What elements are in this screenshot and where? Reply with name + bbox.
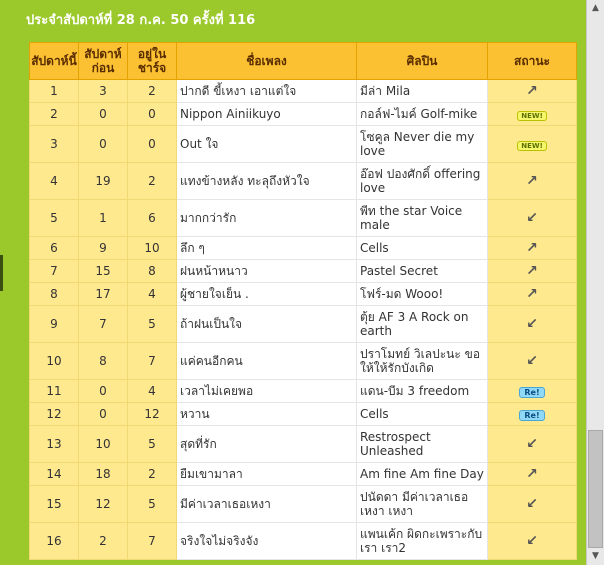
prev-rank-cell: 0 — [79, 380, 128, 403]
song-chart-table — [29, 42, 577, 560]
col-last-week: สัปดาห์ก่อน — [79, 43, 128, 80]
table-row — [30, 523, 577, 560]
status-cell — [488, 306, 577, 343]
artist-cell: ตุ้ย AF 3 A Rock on earth — [357, 306, 488, 343]
table-row — [30, 260, 577, 283]
artist-cell: อ๊อฟ ปองศักดิ์ offering love — [357, 163, 488, 200]
left-edge-marker — [0, 255, 3, 291]
weeks-cell: 5 — [128, 426, 177, 463]
table-row — [30, 486, 577, 523]
col-artist: ศิลปิน — [357, 43, 488, 80]
song-cell: ลึก ๆ — [177, 237, 357, 260]
song-cell: Out ใจ — [177, 126, 357, 163]
rank-cell: 2 — [30, 103, 79, 126]
status-cell — [488, 283, 577, 306]
weeks-cell: 0 — [128, 126, 177, 163]
song-cell: มากกว่ารัก — [177, 200, 357, 237]
table-header-row — [30, 43, 577, 80]
artist-cell: Cells — [357, 403, 488, 426]
song-cell: ถ้าฝนเป็นใจ — [177, 306, 357, 343]
rank-cell: 11 — [30, 380, 79, 403]
status-cell — [488, 260, 577, 283]
table-row — [30, 403, 577, 426]
artist-cell: พีท the star Voice male — [357, 200, 488, 237]
weeks-cell: 2 — [128, 80, 177, 103]
song-cell: หวาน — [177, 403, 357, 426]
song-cell: จริงใจไม่จริงจัง — [177, 523, 357, 560]
new-badge: NEW! — [517, 141, 547, 151]
artist-cell: แพนเค้ก ผิดกะเพราะกับเรา เรา2 — [357, 523, 488, 560]
artist-cell: มีล่า Mila — [357, 80, 488, 103]
prev-rank-cell: 9 — [79, 237, 128, 260]
table-row — [30, 163, 577, 200]
re-entry-badge: Re! — [519, 410, 544, 421]
arrow-up-right-icon: ↗ — [526, 286, 538, 302]
re-entry-badge: Re! — [519, 387, 544, 398]
artist-cell: ปราโมทย์ วิเลปะนะ ขอให้ให้รักบังเกิด — [357, 343, 488, 380]
rank-cell: 10 — [30, 343, 79, 380]
artist-cell: ปนัดดา มีค่าเวลาเธอเหงา เหงา — [357, 486, 488, 523]
prev-rank-cell: 15 — [79, 260, 128, 283]
rank-cell: 12 — [30, 403, 79, 426]
rank-cell: 5 — [30, 200, 79, 237]
status-cell — [488, 426, 577, 463]
artist-cell: Cells — [357, 237, 488, 260]
weeks-cell: 12 — [128, 403, 177, 426]
song-cell: แทงข้างหลัง ทะลุถึงหัวใจ — [177, 163, 357, 200]
scroll-down-arrow-icon[interactable]: ▼ — [587, 548, 604, 565]
prev-rank-cell: 0 — [79, 403, 128, 426]
song-cell: เวลาไม่เคยพอ — [177, 380, 357, 403]
arrow-up-right-icon: ↗ — [526, 240, 538, 256]
table-row — [30, 306, 577, 343]
table-row — [30, 380, 577, 403]
rank-cell: 1 — [30, 80, 79, 103]
status-cell — [488, 80, 577, 103]
arrow-down-left-icon: ↙ — [526, 316, 538, 332]
song-cell: ปากดี ขี้เหงา เอาแต่ใจ — [177, 80, 357, 103]
table-row — [30, 237, 577, 260]
prev-rank-cell: 12 — [79, 486, 128, 523]
status-cell — [488, 343, 577, 380]
artist-cell: Am fine Am fine Day — [357, 463, 488, 486]
rank-cell: 8 — [30, 283, 79, 306]
col-song: ชื่อเพลง — [177, 43, 357, 80]
rank-cell: 7 — [30, 260, 79, 283]
prev-rank-cell: 1 — [79, 200, 128, 237]
arrow-up-right-icon: ↗ — [526, 263, 538, 279]
rank-cell: 14 — [30, 463, 79, 486]
status-cell — [488, 380, 577, 403]
prev-rank-cell: 2 — [79, 523, 128, 560]
table-row — [30, 343, 577, 380]
song-cell: แค่คนอีกคน — [177, 343, 357, 380]
prev-rank-cell: 0 — [79, 126, 128, 163]
prev-rank-cell: 0 — [79, 103, 128, 126]
scroll-up-arrow-icon[interactable]: ▲ — [587, 0, 604, 17]
table-row — [30, 426, 577, 463]
artist-cell: Restrospect Unleashed — [357, 426, 488, 463]
status-cell — [488, 200, 577, 237]
rank-cell: 4 — [30, 163, 79, 200]
status-cell — [488, 523, 577, 560]
rank-cell: 13 — [30, 426, 79, 463]
weeks-cell: 5 — [128, 306, 177, 343]
col-status: สถานะ — [488, 43, 577, 80]
status-cell — [488, 403, 577, 426]
song-cell: ยืมเขามาลา — [177, 463, 357, 486]
artist-cell: โซคูล Never die my love — [357, 126, 488, 163]
arrow-down-left-icon: ↙ — [526, 436, 538, 452]
table-row — [30, 80, 577, 103]
song-cell: สุดที่รัก — [177, 426, 357, 463]
song-cell: ผู้ชายใจเย็น . — [177, 283, 357, 306]
status-cell — [488, 163, 577, 200]
table-row — [30, 283, 577, 306]
prev-rank-cell: 7 — [79, 306, 128, 343]
prev-rank-cell: 17 — [79, 283, 128, 306]
rank-cell: 16 — [30, 523, 79, 560]
arrow-up-right-icon: ↗ — [526, 173, 538, 189]
prev-rank-cell: 3 — [79, 80, 128, 103]
weeks-cell: 2 — [128, 463, 177, 486]
weeks-cell: 10 — [128, 237, 177, 260]
table-row — [30, 463, 577, 486]
prev-rank-cell: 8 — [79, 343, 128, 380]
weeks-cell: 0 — [128, 103, 177, 126]
rank-cell: 3 — [30, 126, 79, 163]
vertical-scrollbar[interactable] — [586, 0, 604, 565]
rank-cell: 6 — [30, 237, 79, 260]
table-row — [30, 103, 577, 126]
new-badge: NEW! — [517, 111, 547, 121]
rank-cell: 15 — [30, 486, 79, 523]
weeks-cell: 5 — [128, 486, 177, 523]
arrow-up-right-icon: ↗ — [526, 466, 538, 482]
arrow-down-left-icon: ↙ — [526, 496, 538, 512]
artist-cell: แดน-บีม 3 freedom — [357, 380, 488, 403]
artist-cell: โฟร์-มด Wooo! — [357, 283, 488, 306]
status-cell — [488, 237, 577, 260]
rank-cell: 9 — [30, 306, 79, 343]
prev-rank-cell: 19 — [79, 163, 128, 200]
status-cell — [488, 486, 577, 523]
arrow-up-right-icon: ↗ — [526, 83, 538, 99]
weeks-cell: 4 — [128, 380, 177, 403]
weeks-cell: 7 — [128, 523, 177, 560]
song-cell: ฝนหน้าหนาว — [177, 260, 357, 283]
table-row — [30, 126, 577, 163]
status-cell — [488, 103, 577, 126]
status-cell — [488, 126, 577, 163]
col-weeks-on-chart: อยู่ในชาร์จ — [128, 43, 177, 80]
artist-cell: Pastel Secret — [357, 260, 488, 283]
weeks-cell: 6 — [128, 200, 177, 237]
weeks-cell: 4 — [128, 283, 177, 306]
page-title: ประจำสัปดาห์ที่ 28 ก.ค. 50 ครั้งที่ 116 — [26, 13, 256, 28]
prev-rank-cell: 10 — [79, 426, 128, 463]
song-cell: มีค่าเวลาเธอเหงา — [177, 486, 357, 523]
prev-rank-cell: 18 — [79, 463, 128, 486]
arrow-down-left-icon: ↙ — [526, 353, 538, 369]
table-row — [30, 200, 577, 237]
song-cell: Nippon Ainiikuyo — [177, 103, 357, 126]
arrow-down-left-icon: ↙ — [526, 210, 538, 226]
weeks-cell: 2 — [128, 163, 177, 200]
arrow-down-left-icon: ↙ — [526, 533, 538, 549]
col-this-week: สัปดาห์นี้ — [30, 43, 79, 80]
weeks-cell: 7 — [128, 343, 177, 380]
status-cell — [488, 463, 577, 486]
artist-cell: กอล์ฟ-ไมค์ Golf-mike — [357, 103, 488, 126]
scroll-thumb[interactable] — [588, 430, 603, 548]
weeks-cell: 8 — [128, 260, 177, 283]
